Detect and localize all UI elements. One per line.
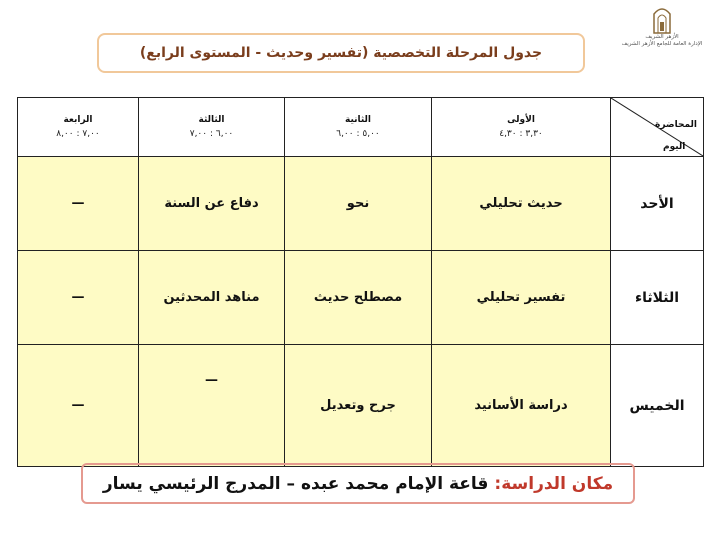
azhar-logo	[612, 4, 712, 64]
corner-cell	[611, 98, 704, 157]
study-place-box	[81, 463, 635, 504]
logo-line-2: الإدارة العامة للجامع الأزهر الشريف	[621, 41, 703, 47]
page-title: جدول المرحلة التخصصية (تفسير وحديث - المستوى الرابع)	[97, 33, 585, 73]
subject-cell: —	[139, 345, 285, 467]
lecture-header-4	[18, 98, 139, 157]
table-row	[18, 345, 704, 467]
subject-cell: —	[18, 251, 139, 345]
lecture-time: ٦,٠٠ : ٧,٠٠	[189, 129, 234, 139]
study-place-label: مكان الدراسة:	[494, 473, 614, 494]
lecture-name: الثانية	[344, 115, 372, 125]
table-row	[18, 157, 704, 251]
lecture-time: ٣,٣٠ : ٤,٣٠	[499, 129, 543, 139]
lecture-time: ٧,٠٠ : ٨,٠٠	[56, 129, 100, 139]
subject-cell: نحو	[285, 157, 432, 251]
subject-cell: جرح وتعديل	[285, 345, 432, 467]
lecture-header-1	[432, 98, 611, 157]
day-cell: الثلاثاء	[611, 251, 704, 345]
corner-day-label: اليوم	[663, 142, 686, 152]
subject-cell: حديث تحليلي	[432, 157, 611, 251]
table-row	[18, 251, 704, 345]
lecture-name: الرابعة	[63, 115, 93, 125]
lecture-time: ٥,٠٠ : ٦,٠٠	[336, 129, 380, 139]
azhar-emblem-icon	[651, 4, 673, 34]
day-cell: الأحد	[611, 157, 704, 251]
logo-line-1: الأزهر الشريف	[645, 34, 679, 40]
corner-lecture-label: المحاضرة	[655, 120, 697, 130]
header-row	[18, 98, 704, 157]
subject-cell: مصطلح حديث	[285, 251, 432, 345]
subject-cell: تفسير تحليلي	[432, 251, 611, 345]
subject-cell: —	[18, 157, 139, 251]
lecture-name: الأولى	[507, 115, 535, 125]
subject-cell: دراسة الأسانيد	[432, 345, 611, 467]
subject-cell: —	[18, 345, 139, 467]
lecture-header-3	[139, 98, 285, 157]
study-place-value: قاعة الإمام محمد عبده – المدرج الرئيسي يسار	[102, 473, 489, 494]
subject-cell: مناهد المحدثين	[139, 251, 285, 345]
lecture-header-2	[285, 98, 432, 157]
lecture-name: الثالثة	[198, 115, 225, 125]
day-cell: الخميس	[611, 345, 704, 467]
schedule-table	[17, 97, 704, 467]
subject-cell: دفاع عن السنة	[139, 157, 285, 251]
